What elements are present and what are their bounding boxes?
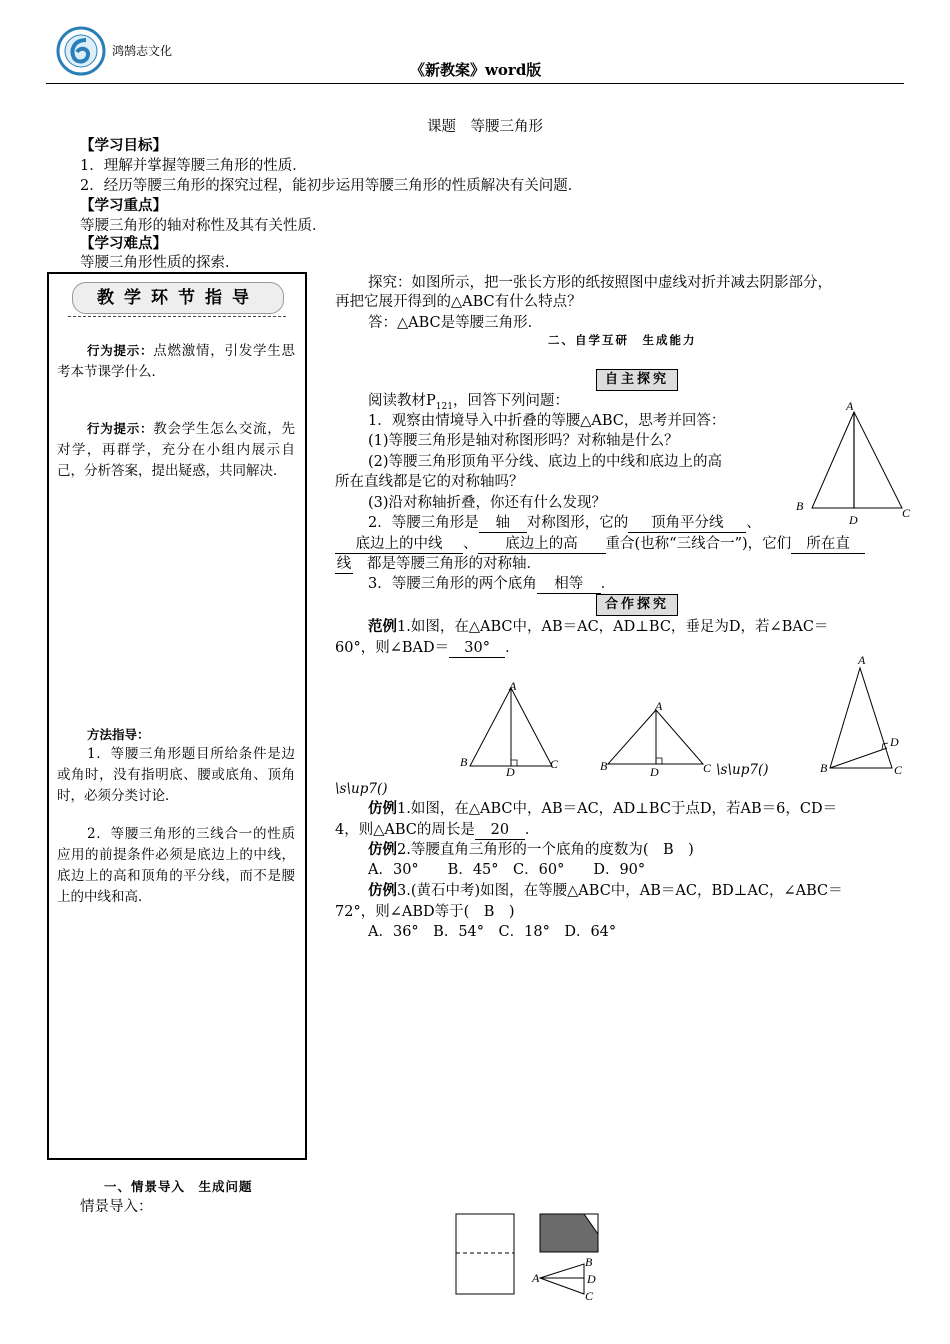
method-2: 2．等腰三角形的三线合一的性质应用的前提条件必须是底边上的中线，底边上的高和顶角的平分线，而不是腰上的中线和高． [57, 826, 295, 905]
example-1-line1: 范例1.如图，在△ABC中，AB＝AC，AD⊥BC，垂足为D，若∠BAC＝ [368, 618, 829, 635]
practice-2-options: A．30° B．45° C．60° D．90° [368, 862, 646, 878]
read-textbook: 阅读教材$P_{121}$，回答下列问题： [368, 393, 569, 412]
practice-3-line1: 仿例3.(黄石中考)如图，在等腰△ABC中，AB＝AC，BD⊥AC，∠ABC＝ [368, 882, 843, 899]
tip-2: 行为提示：教会学生怎么交流，先对学，再群学，充分在小组内展示自己，分析答案，提出疑惑，共同解决． [57, 421, 295, 479]
section1-subtitle: 情景导入： [80, 1199, 153, 1215]
example-figure-3 [816, 650, 916, 780]
practice-3-line2: 72°，则∠ABD等于( B ) [335, 904, 515, 920]
key-point-heading: 【学习重点】 [80, 197, 167, 214]
svg-text:B: B [796, 499, 804, 513]
doc-label: 《新教案》word版 [410, 61, 542, 79]
fill-2-line1: 2．等腰三角形是 轴 对称图形，它的 顶角平分线 、 [368, 515, 761, 531]
method-1: 1．等腰三角形题目所给条件是边或角时，没有指明底、腰或底角、顶角时，必须分类讨论． [57, 746, 295, 804]
svg-text:D: D [849, 513, 858, 527]
svg-text:D: D [890, 735, 899, 749]
method-label: 方法指导： [87, 727, 150, 742]
figure-code-inline: \s\up7() [716, 762, 769, 778]
svg-text:B: B [600, 759, 608, 773]
brand-name: 鸿鹄志文化 [112, 44, 173, 58]
folding-paper-figure [452, 1210, 612, 1302]
explore-q1: 探究：如图所示，把一张长方形的纸按照图中虚线对折并减去阴影部分， [368, 275, 832, 291]
section1-title: 一、情景导入 生成问题 [104, 1179, 253, 1194]
section2-title: 二、自学互研 生成能力 [548, 333, 697, 347]
goals-heading: 【学习目标】 [80, 137, 167, 154]
figure-code-line: \s\up7() [335, 781, 388, 797]
svg-text:C: C [585, 1289, 594, 1302]
svg-text:C: C [550, 757, 559, 771]
guide-banner: 教学环节指导 [72, 282, 284, 314]
svg-text:D: D [506, 765, 515, 779]
self-study-banner: 自主探究 [596, 369, 678, 391]
question-1-2b: 所在直线都是它的对称轴吗？ [335, 474, 524, 490]
difficulty-text: 等腰三角形性质的探索． [80, 255, 240, 271]
question-1-1: (1)等腰三角形是轴对称图形吗？对称轴是什么？ [368, 433, 679, 449]
practice-3-options: A．36° B．54° C．18° D．64° [368, 924, 617, 940]
example-1-line2: 60°，则∠BAD＝ 30° ． [335, 640, 520, 656]
explore-q2: 再把它展开得到的△ABC有什么特点？ [335, 294, 582, 310]
fill-2-line2: 底边上的中线 、 底边上的高 重合(也称“三线合一”)，它们 所在直 [335, 534, 865, 554]
example-figure-1 [458, 680, 568, 780]
svg-text:C: C [894, 763, 903, 777]
svg-text:A: A [846, 399, 854, 413]
svg-text:B: B [585, 1255, 593, 1269]
svg-text:D: D [587, 1272, 596, 1286]
triangle-figure-abc [790, 396, 920, 531]
explore-answer: 答：△ABC是等腰三角形． [368, 315, 543, 331]
svg-text:B: B [820, 761, 828, 775]
goal-1: 1．理解并掌握等腰三角形的性质． [80, 158, 307, 174]
guide-dashed-rule [68, 316, 286, 317]
key-point-text: 等腰三角形的轴对称性及其有关性质． [80, 218, 327, 234]
fill-2-line3: 线 都是等腰三角形的对称轴． [336, 556, 541, 572]
teaching-guide-box [47, 272, 307, 1160]
svg-text:C: C [902, 506, 911, 520]
lesson-title: 课题 等腰三角形 [427, 119, 543, 135]
example-figure-2 [598, 700, 723, 780]
svg-text:D: D [650, 765, 659, 779]
difficulty-heading: 【学习难点】 [80, 235, 167, 252]
svg-text:B: B [460, 755, 468, 769]
svg-text:A: A [532, 1271, 540, 1285]
question-1-2a: (2)等腰三角形顶角平分线、底边上的中线和底边上的高 [368, 454, 723, 470]
coop-banner: 合作探究 [596, 594, 678, 616]
goal-2: 2．经历等腰三角形的探究过程，能初步运用等腰三角形的性质解决有关问题． [80, 178, 583, 194]
svg-text:A: A [509, 680, 517, 693]
practice-1-line1: 仿例1.如图，在△ABC中，AB＝AC，AD⊥BC于点D，若AB＝6，CD＝ [368, 800, 838, 817]
logo [56, 26, 106, 76]
svg-text:A: A [858, 653, 866, 667]
question-1-3: (3)沿对称轴折叠，你还有什么发现？ [368, 495, 607, 511]
svg-text:C: C [703, 761, 712, 775]
tip-1: 行为提示：点燃激情，引发学生思考本节课学什么． [57, 343, 295, 380]
fill-3: 3．等腰三角形的两个底角 相等 ． [368, 576, 616, 592]
svg-text:A: A [655, 700, 663, 713]
question-1: 1．观察由情境导入中折叠的等腰△ABC，思考并回答： [368, 413, 726, 429]
header-rule [46, 83, 904, 84]
practice-2: 仿例2.等腰直角三角形的一个底角的度数为( B ) [368, 841, 694, 858]
practice-1-line2: 4，则△ABC的周长是 20 ． [335, 822, 540, 838]
